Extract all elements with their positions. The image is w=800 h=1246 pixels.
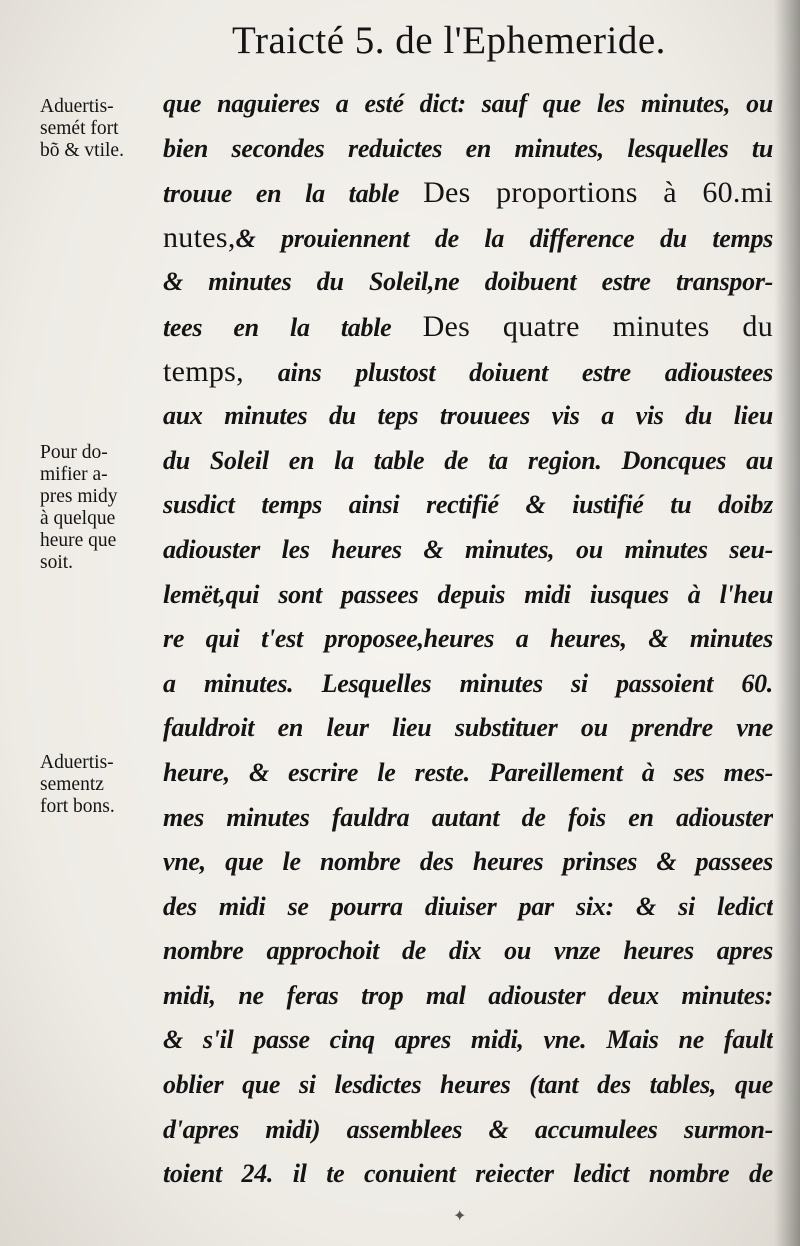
text-segment: adiouster les heures & minutes, ou minutes seu- — [163, 534, 773, 564]
text-line — [163, 216, 773, 261]
text-line — [163, 394, 773, 439]
margin-note-line: Pour do- — [40, 442, 108, 463]
text-segment: Des proportions à 60.mi — [423, 176, 773, 210]
text-segment: que naguieres a esté dict: sauf que les minutes, ou — [163, 89, 773, 118]
text-line — [163, 617, 773, 662]
text-line — [163, 929, 773, 974]
text-line — [163, 885, 773, 930]
text-segment: aux minutes du teps trouuees vis a vis du lieu — [163, 401, 773, 431]
running-head: Traicté 5. de l'Ephemeride. — [232, 19, 666, 62]
margin-note-line: semét fort — [40, 118, 119, 139]
text-line — [163, 305, 773, 350]
text-line — [163, 662, 773, 707]
margin-note-line: Aduertis- — [40, 752, 114, 773]
text-line — [163, 439, 773, 484]
text-segment: & s'il passe cinq apres midi, vne. Mais ne fault — [163, 1025, 773, 1055]
margin-note-aduertissement-1 — [40, 96, 160, 162]
text-segment: Des quatre minutes du — [422, 309, 773, 343]
text-line — [163, 127, 773, 172]
text-segment: midi, ne feras trop mal adiouster deux minutes: — [163, 980, 773, 1010]
text-segment: fauldroit en leur lieu substituer ou prendre vne — [163, 713, 773, 743]
text-line — [163, 528, 773, 573]
text-line — [163, 483, 773, 528]
text-segment: mes minutes fauldra autant de fois en adiouster — [163, 802, 773, 832]
text-segment: nutes, — [163, 220, 236, 254]
margin-note-line: sementz — [40, 774, 104, 795]
text-segment: nombre approchoit de dix ou vnze heures apres — [163, 936, 773, 966]
text-segment: oblier que si lesdictes heures (tant des tables, que — [163, 1070, 773, 1100]
text-segment: & minutes du Soleil,ne doibuent estre transpor- — [163, 267, 773, 297]
margin-note-line: bõ & vtile. — [40, 140, 124, 161]
margin-note-line: Aduertis- — [40, 96, 114, 117]
text-segment: tees en la table — [163, 312, 423, 342]
text-segment: du Soleil en la table de ta region. Doncques au — [163, 445, 773, 475]
text-line — [163, 573, 773, 618]
text-line — [163, 1063, 773, 1108]
ornament-mark: ✦ — [453, 1206, 467, 1225]
text-line — [163, 350, 773, 395]
text-line — [163, 260, 773, 305]
text-segment: vne, que le nombre des heures prinses & passees — [163, 847, 773, 877]
text-segment: d'apres midi) assemblees & accumulees surmon- — [163, 1114, 773, 1144]
margin-note-line: fort bons. — [40, 796, 115, 817]
body-text — [163, 82, 773, 1197]
text-segment: & prouiennent de la difference du temps — [235, 223, 773, 253]
text-line — [163, 974, 773, 1019]
text-segment: temps, — [163, 354, 244, 388]
text-segment: bien secondes reduictes en minutes, lesquelles tu — [163, 133, 773, 163]
text-line — [163, 82, 773, 127]
margin-note-line: soit. — [40, 552, 74, 573]
text-line — [163, 1018, 773, 1063]
gutter-shadow — [774, 0, 800, 1246]
text-line — [163, 706, 773, 751]
text-line — [163, 840, 773, 885]
margin-note-line: mifier a- — [40, 464, 108, 485]
margin-note-line: à quelque — [40, 508, 116, 529]
text-segment: a minutes. Lesquelles minutes si passoient 60. — [163, 668, 773, 698]
text-segment: heure, & escrire le reste. Pareillement à ses mes- — [163, 757, 773, 787]
text-segment: susdict temps ainsi rectifié & iustifié tu doibz — [163, 490, 773, 520]
text-segment: des midi se pourra diuiser par six: & si ledict — [163, 891, 773, 921]
text-segment: ains plustost doiuent estre adioustees — [243, 357, 773, 387]
margin-note-line: heure que — [40, 530, 117, 551]
text-line — [163, 751, 773, 796]
text-line — [163, 171, 773, 216]
margin-note-aduertissement-2 — [40, 752, 160, 818]
text-line — [163, 796, 773, 841]
text-line — [163, 1108, 773, 1153]
margin-note-pour-domifier — [40, 442, 160, 574]
text-segment: trouue en la table — [163, 179, 424, 209]
text-segment: toient 24. il te conuient reiecter ledict nombre de — [163, 1159, 773, 1189]
margin-note-line: pres midy — [40, 486, 118, 507]
text-line — [163, 1152, 773, 1197]
text-segment: lemët,qui sont passees depuis midi iusques à l'heu — [163, 579, 773, 609]
text-segment: re qui t'est proposee,heures a heures, & minutes — [163, 624, 773, 654]
